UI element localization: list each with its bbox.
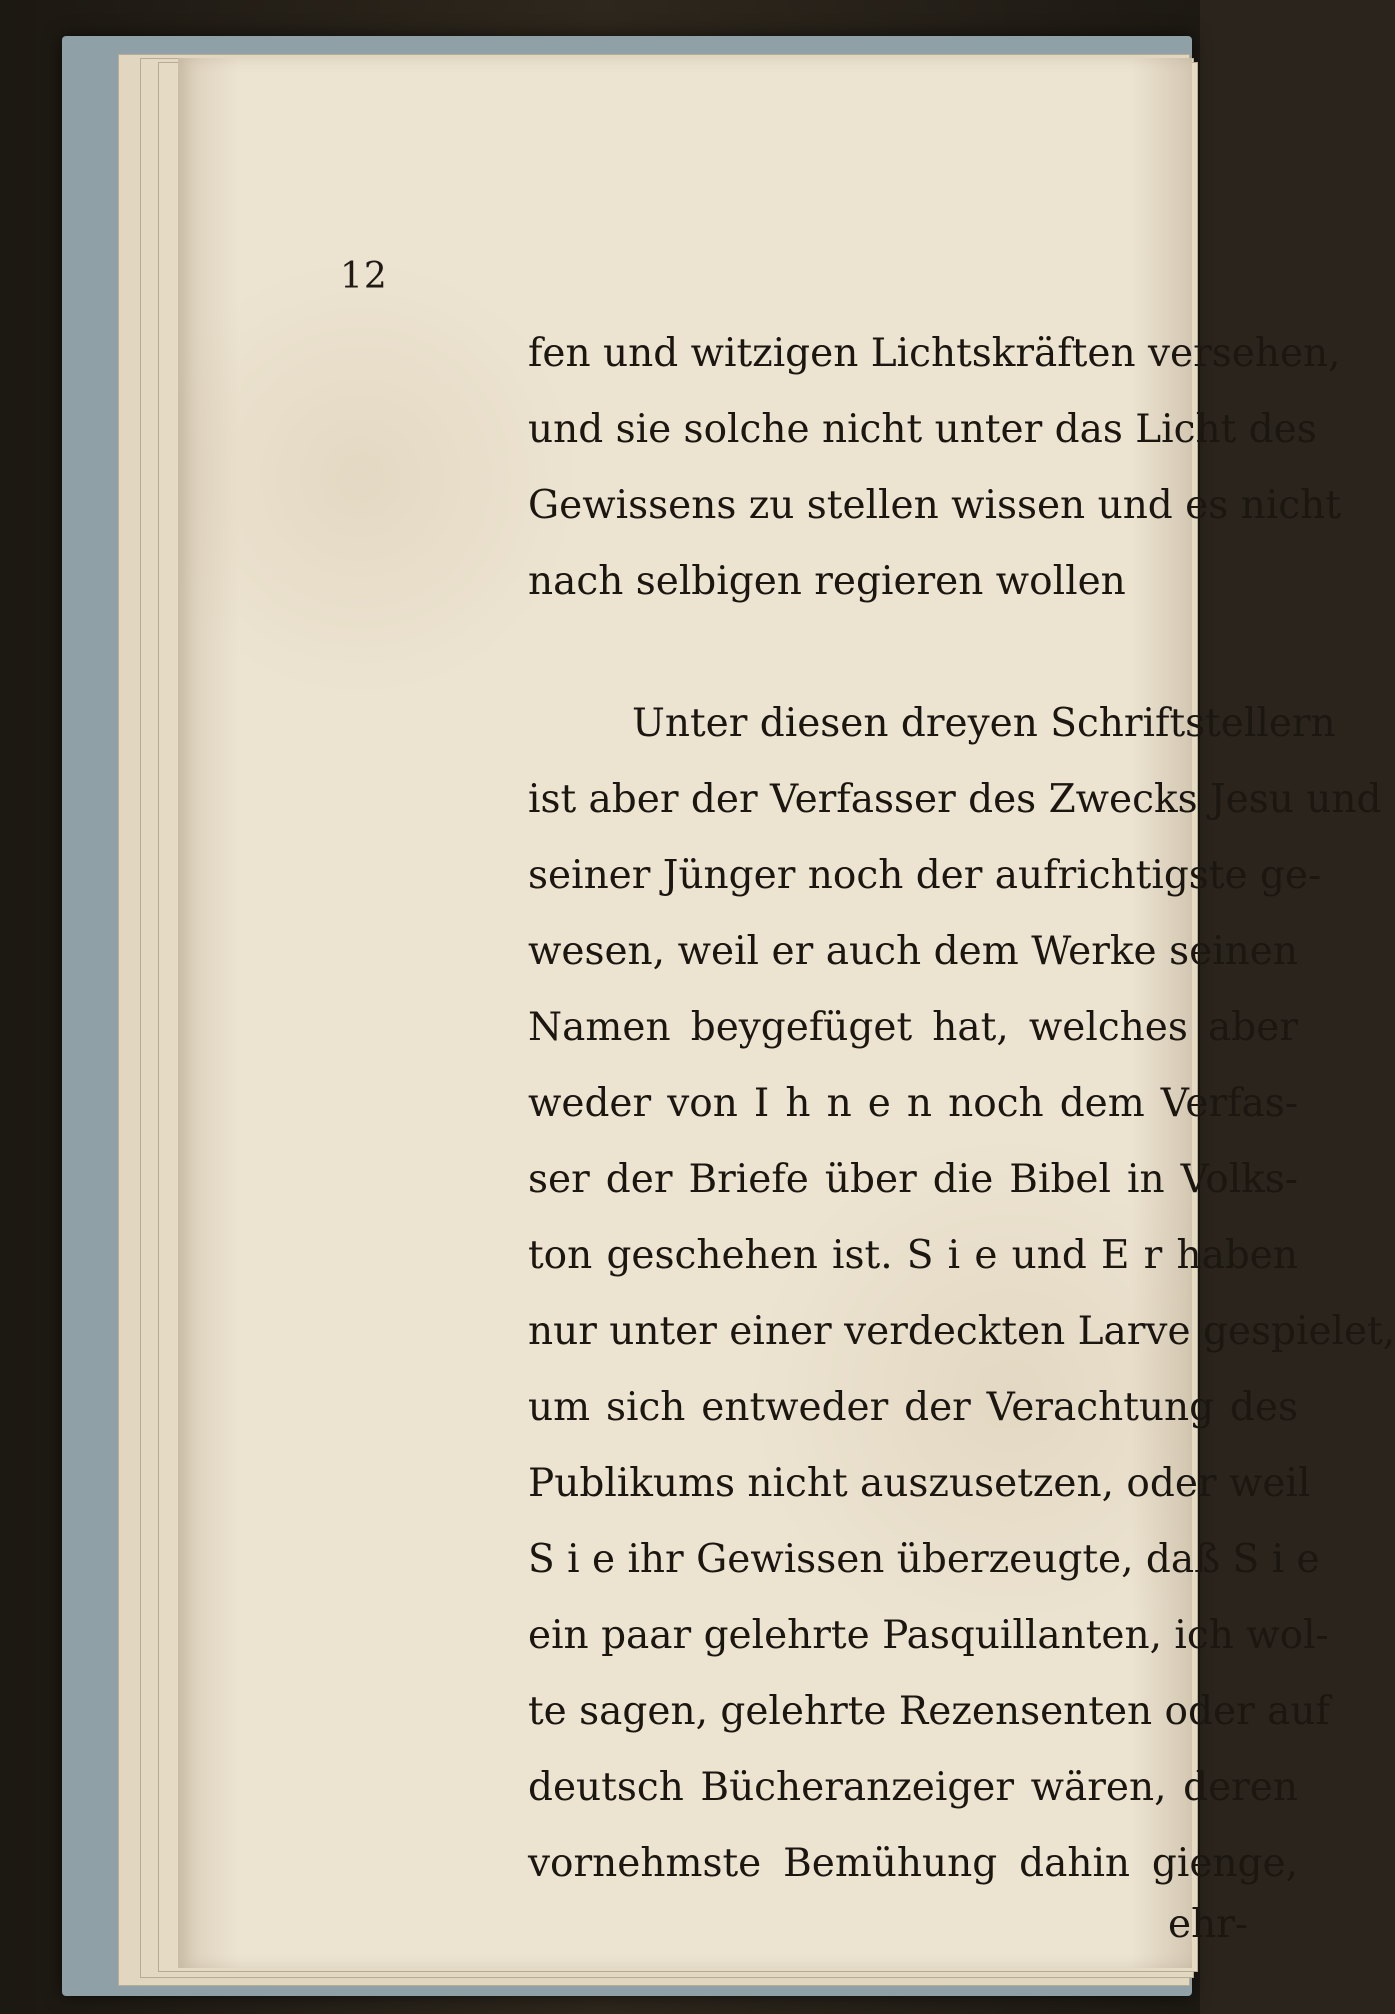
text-line: te sagen, gelehrte Rezensenten oder auf [528, 1689, 1330, 1734]
text-line: ser der Briefe über die Bibel in Volks- [528, 1157, 1298, 1202]
text-line: wesen, weil er auch dem Werke seinen [528, 929, 1298, 974]
text-line: ist aber der Verfasser des Zwecks Jesu und [528, 777, 1382, 822]
text-line: weder von I h n e n noch dem Verfas- [528, 1081, 1298, 1126]
text-line: ton geschehen ist. S i e und E r haben [528, 1233, 1298, 1278]
text-line: fen und witzigen Lichtskräften versehen, [528, 331, 1341, 376]
text-line: Publikums nicht auszusetzen, oder weil [528, 1461, 1311, 1506]
catchword: ehr- [1168, 1902, 1249, 1947]
page-number: 12 [340, 256, 388, 297]
text-line: deutsch Bücheranzeiger wären, deren [528, 1765, 1298, 1810]
text-line: vornehmste Bemühung dahin gienge, [528, 1841, 1298, 1886]
text-line: nur unter einer verdeckten Larve gespielet, [528, 1309, 1395, 1354]
text-line: ein paar gelehrte Pasquillanten, ich wol- [528, 1613, 1329, 1658]
text-line: Namen beygefüget hat, welches aber [528, 1005, 1298, 1050]
text-line: seiner Jünger noch der aufrichtigste ge- [528, 853, 1322, 898]
text-line: nach selbigen regieren wollen [528, 559, 1126, 604]
page-text [178, 58, 1395, 1968]
text-line: S i e ihr Gewissen überzeugte, daß S i e [528, 1537, 1320, 1582]
text-line: um sich entweder der Verachtung des [528, 1385, 1298, 1430]
text-line: und sie solche nicht unter das Licht des [528, 407, 1317, 452]
text-line: Gewissens zu stellen wissen und es nicht [528, 483, 1341, 528]
text-line: Unter diesen dreyen Schriftstellern [632, 701, 1336, 746]
book-page [178, 58, 1395, 1968]
